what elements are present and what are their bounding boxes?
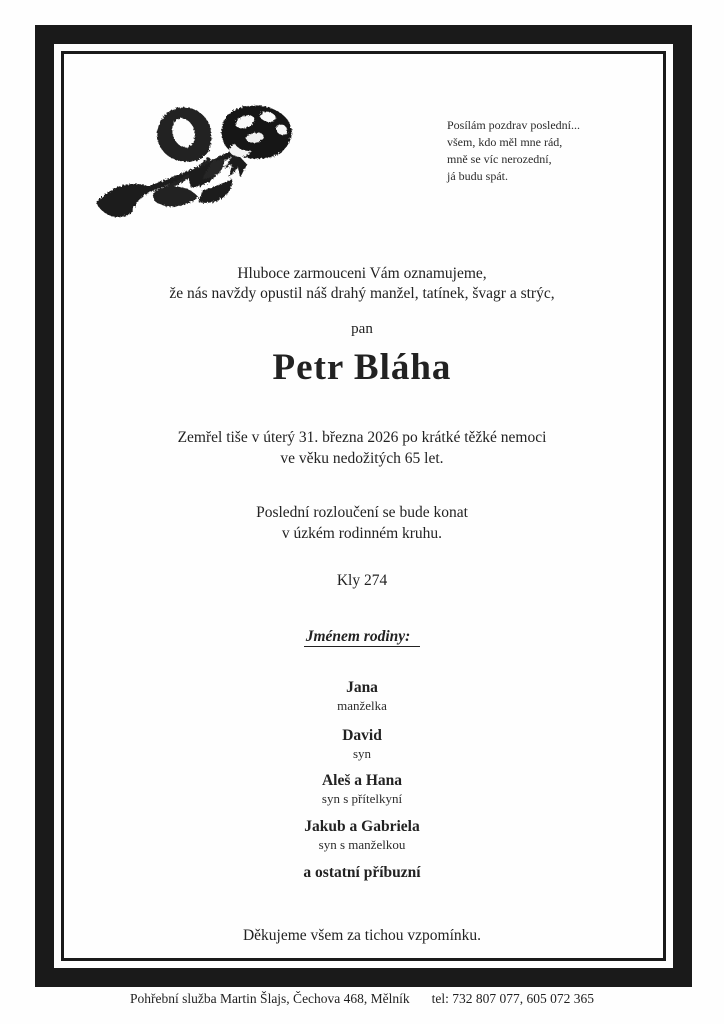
death-info-line: Zemřel tiše v úterý 31. března 2026 po krátké těžké nemoci bbox=[177, 429, 547, 446]
farewell-line: Poslední rozloučení se bude konat bbox=[256, 504, 468, 521]
farewell-info bbox=[0, 502, 724, 544]
family-member-name: Jakub a Gabriela bbox=[304, 818, 420, 835]
farewell-line: v úzkém rodinném kruhu. bbox=[281, 525, 443, 542]
announcement bbox=[0, 264, 724, 304]
rose-icon bbox=[86, 100, 300, 224]
poem bbox=[447, 117, 580, 185]
family-member-relation: syn s manželkou bbox=[318, 837, 406, 852]
poem-line: já budu spát. bbox=[447, 169, 508, 183]
family-closing: a ostatní příbuzní bbox=[303, 864, 421, 881]
family-member-relation: syn bbox=[352, 746, 372, 761]
death-info-line: ve věku nedožitých 65 let. bbox=[280, 450, 444, 467]
deceased-name: Petr Bláha bbox=[272, 347, 452, 388]
announcement-line: že nás navždy opustil náš drahý manžel, tatínek, švagr a strýc, bbox=[169, 285, 555, 302]
family-member-name: David bbox=[342, 727, 382, 744]
family-member-relation: syn s přítelkyní bbox=[321, 791, 403, 806]
death-info bbox=[0, 427, 724, 469]
family-member-name: Jana bbox=[346, 679, 378, 696]
title-prefix: pan bbox=[351, 321, 373, 337]
family-member-name: Aleš a Hana bbox=[321, 772, 403, 789]
footer-phone: tel: 732 807 077, 605 072 365 bbox=[431, 991, 595, 1006]
family-member-relation: manželka bbox=[337, 698, 387, 713]
announcement-line: Hluboce zarmouceni Vám oznamujeme, bbox=[237, 265, 487, 282]
family-heading bbox=[0, 628, 724, 646]
footer bbox=[0, 991, 724, 1007]
poem-line: mně se víc nerozední, bbox=[447, 152, 552, 166]
poem-line: všem, kdo měl mne rád, bbox=[447, 135, 563, 149]
poem-line: Posílám pozdrav poslední... bbox=[447, 118, 580, 132]
family-heading-label: Jménem rodiny: bbox=[304, 628, 421, 647]
thanks-line: Děkujeme všem za tichou vzpomínku. bbox=[242, 927, 482, 944]
funeral-service-info: Pohřební služba Martin Šlajs, Čechova 468, Mělník bbox=[129, 991, 410, 1006]
address: Kly 274 bbox=[336, 572, 388, 589]
